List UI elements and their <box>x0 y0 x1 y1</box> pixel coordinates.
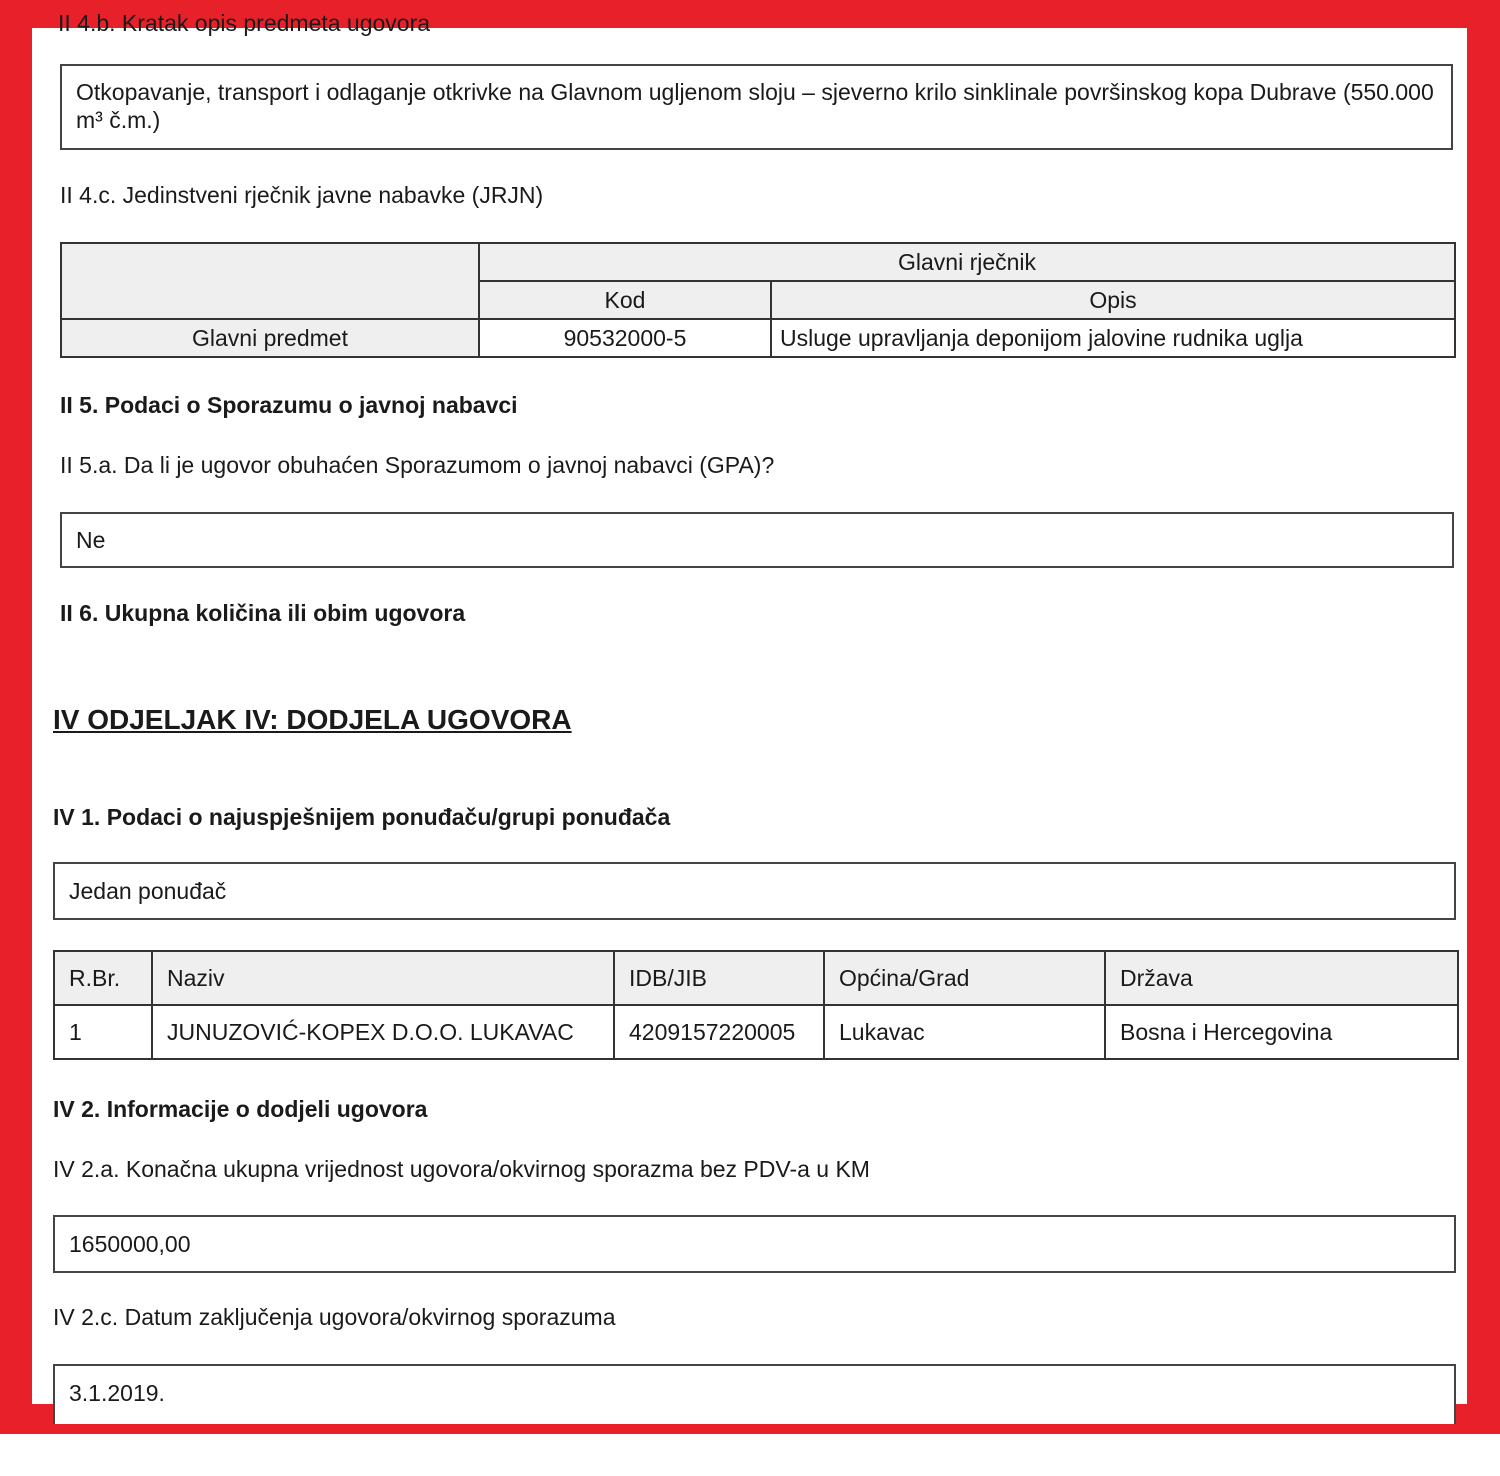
cell-drzava: Bosna i Hercegovina <box>1105 1005 1458 1059</box>
jrjn-col-desc: Opis <box>771 281 1455 319</box>
gpa-answer-box <box>60 512 1454 568</box>
cell-naziv: JUNUZOVIĆ-KOPEX D.O.O. LUKAVAC <box>152 1005 614 1059</box>
jrjn-col-code: Kod <box>479 281 771 319</box>
short-description-text: Otkopavanje, transport i odlaganje otkrivke na Glavnom ugljenom sloju – sjeverno krilo sinklinale površinskog kopa Dubrave (550.000 m³ č.m.) <box>76 79 1434 133</box>
winner-type: Jedan ponuđač <box>69 878 227 904</box>
jrjn-row-code: 90532000-5 <box>479 319 771 357</box>
gpa-question: II 5.a. Da li je ugovor obuhaćen Sporazumom o javnoj nabavci (GPA)? <box>60 452 775 478</box>
cell-idb: 4209157220005 <box>614 1005 824 1059</box>
cut-heading: II 4.b. Kratak opis predmeta ugovora <box>58 10 431 36</box>
jrjn-group-header: Glavni rječnik <box>479 243 1455 281</box>
col-header-opcina: Općina/Grad <box>824 951 1105 1005</box>
award-heading: IV 2. Informacije o dodjeli ugovora <box>53 1096 428 1122</box>
value-box <box>53 1215 1456 1273</box>
jrjn-row-desc: Usluge upravljanja deponijom jalovine rudnika uglja <box>771 319 1455 357</box>
col-header-naziv: Naziv <box>152 951 614 1005</box>
value-label: IV 2.a. Konačna ukupna vrijednost ugovora/okvirnog sporazma bez PDV-a u KM <box>53 1156 870 1182</box>
contract-date: 3.1.2019. <box>69 1380 165 1406</box>
date-label: IV 2.c. Datum zaključenja ugovora/okvirnog sporazuma <box>53 1304 616 1330</box>
gpa-heading: II 5. Podaci o Sporazumu o javnoj nabavci <box>60 392 518 418</box>
contract-value: 1650000,00 <box>69 1231 191 1257</box>
date-box <box>53 1364 1456 1424</box>
col-header-drzava: Država <box>1105 951 1458 1005</box>
section-iv-title: IV ODJELJAK IV: DODJELA UGOVORA <box>53 704 572 735</box>
jrjn-heading: II 4.c. Jedinstveni rječnik javne nabavke (JRJN) <box>60 182 544 208</box>
cell-opcina: Lukavac <box>824 1005 1105 1059</box>
document-page <box>32 10 1467 1406</box>
jrjn-table <box>60 242 1456 358</box>
col-header-idb: IDB/JIB <box>614 951 824 1005</box>
cell-rbr: 1 <box>54 1005 152 1059</box>
quantity-heading: II 6. Ukupna količina ili obim ugovora <box>60 600 466 626</box>
jrjn-row-label: Glavni predmet <box>61 319 479 357</box>
winner-heading: IV 1. Podaci o najuspješnijem ponuđaču/grupi ponuđača <box>53 804 671 830</box>
table-row <box>54 1005 1458 1059</box>
gpa-answer: Ne <box>76 527 106 553</box>
jrjn-empty-cell <box>61 243 479 319</box>
bidders-table <box>53 950 1459 1060</box>
col-header-rbr: R.Br. <box>54 951 152 1005</box>
short-description-box <box>60 64 1453 150</box>
winner-type-box <box>53 862 1456 920</box>
